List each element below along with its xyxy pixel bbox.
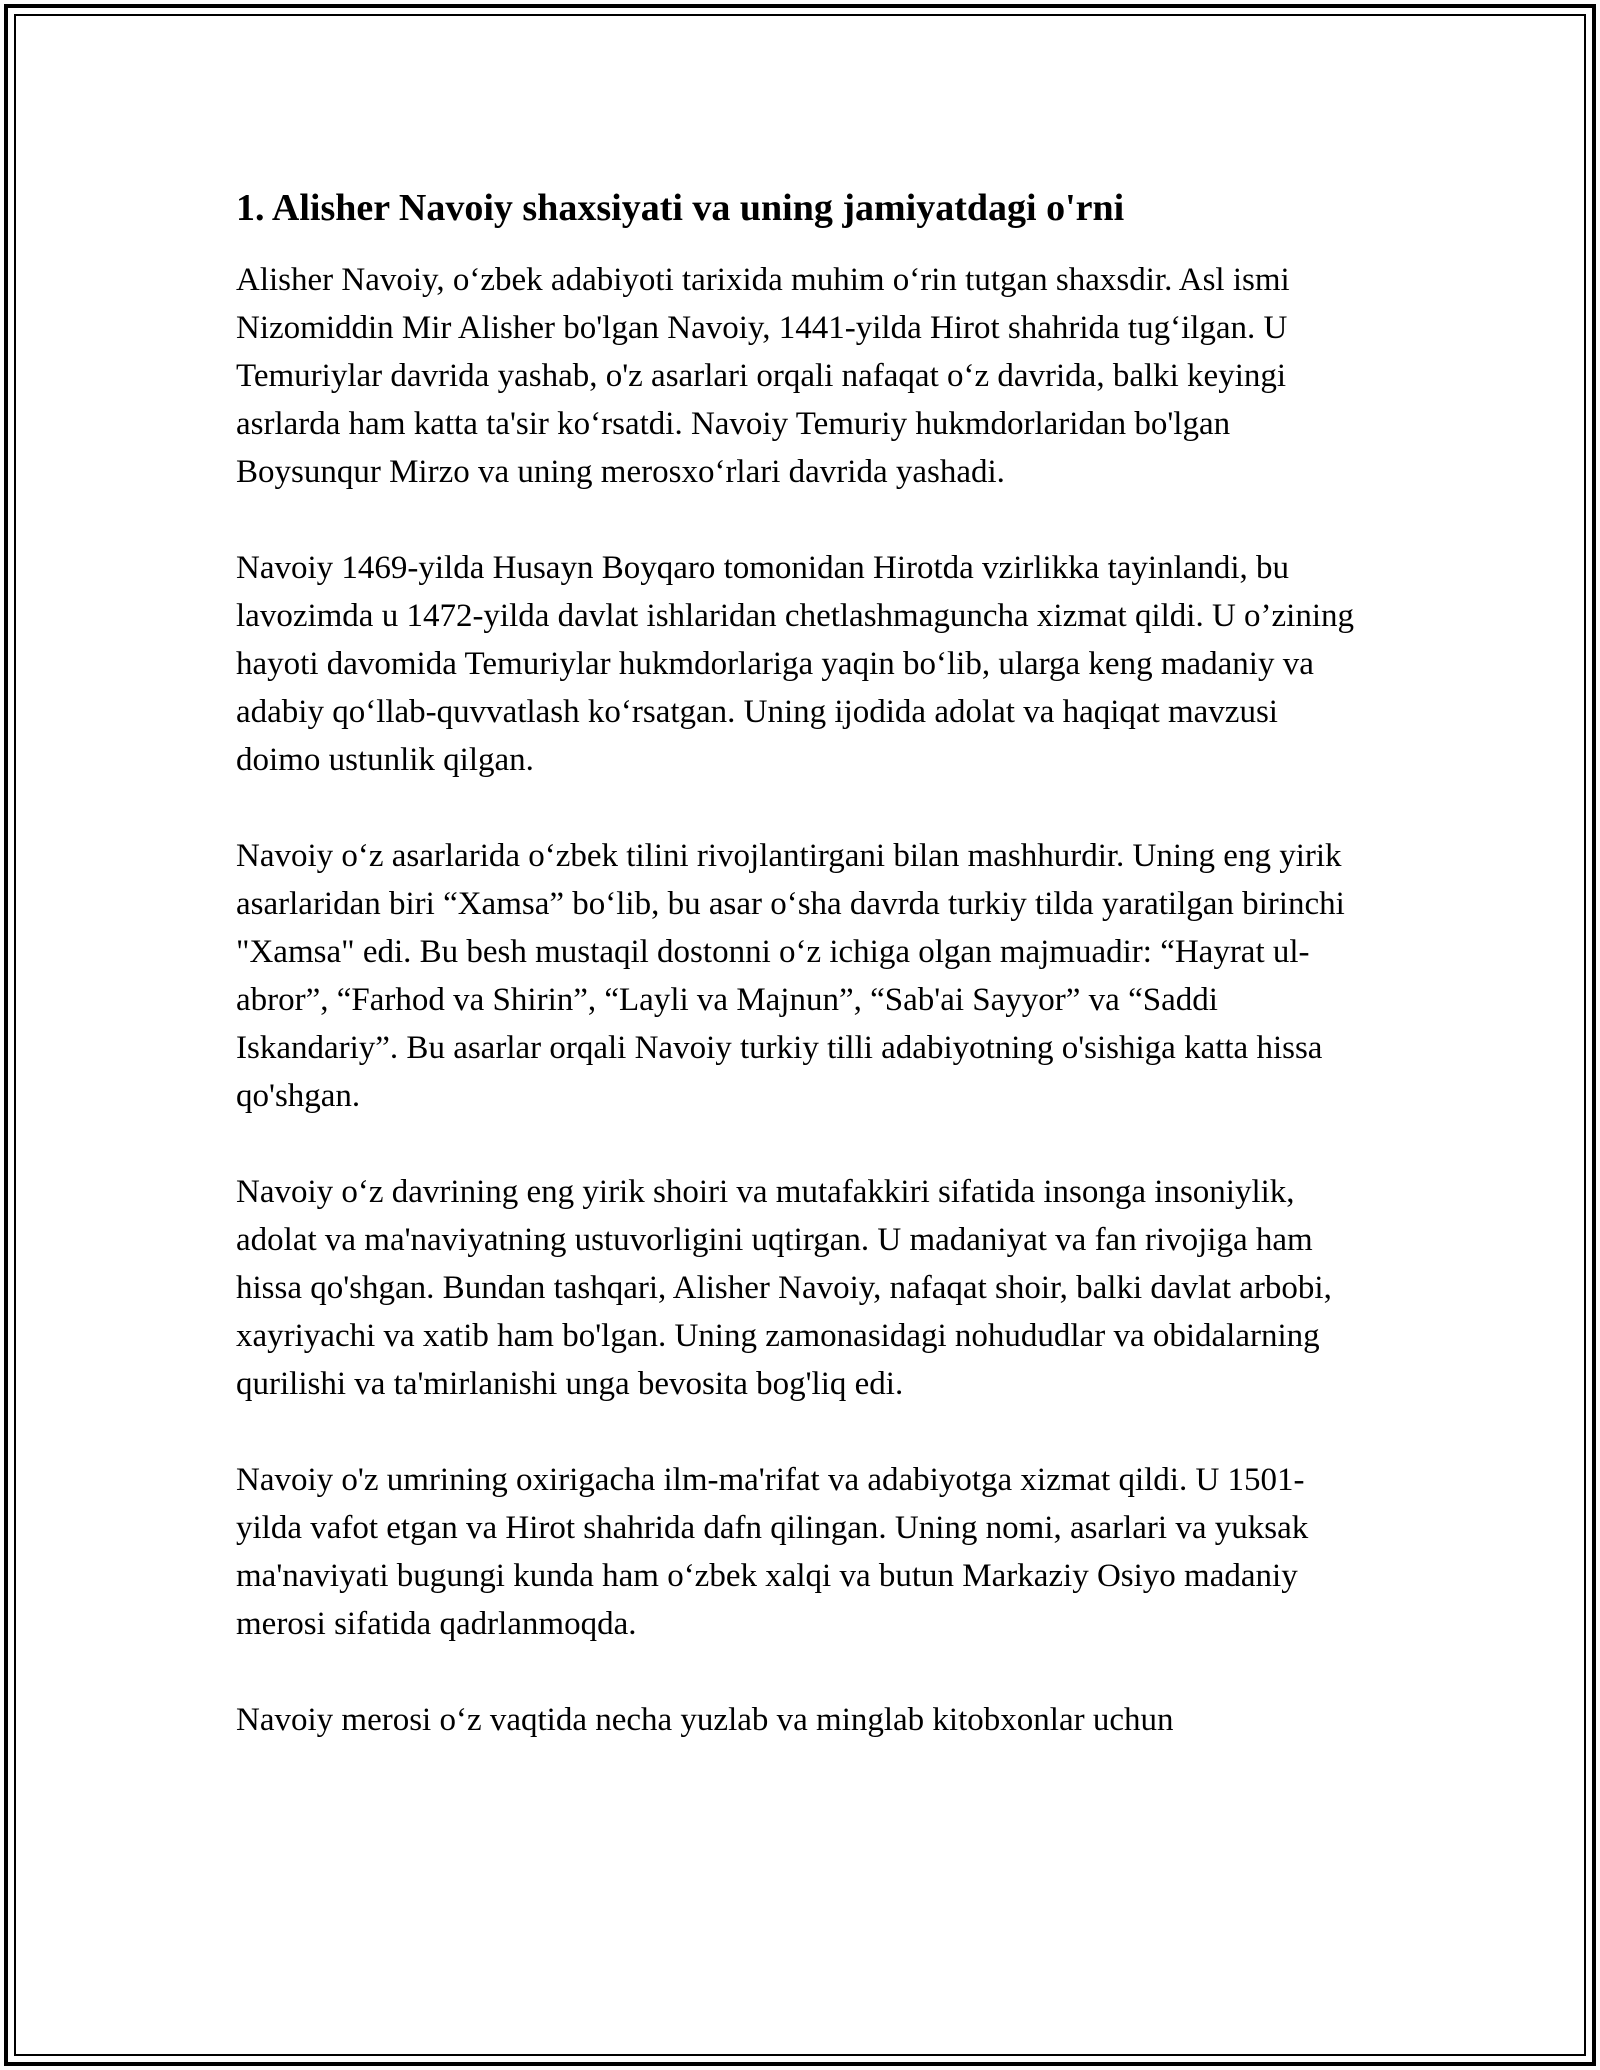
paragraph-3: Navoiy o‘z asarlarida o‘zbek tilini rivojlantirgani bilan mashhurdir. Uning eng yirik asarlaridan biri “Xamsa” bo‘lib, bu asar o‘sha davrda turkiy tilda yaratilgan birinchi "Xamsa" edi. Bu besh mustaqil dostonni o‘z ichiga olgan majmuadir: “Hayrat ul-abror”, “Farhod va Shirin”, “Layli va Majnun”, “Sab'ai Sayyor” va “Saddi Iskandariy”. Bu asarlar orqali Navoiy turkiy tilli adabiyotning o'sishiga katta hissa qo'shgan. [236,837,1345,1114]
paragraph-6: Navoiy merosi o‘z vaqtida necha yuzlab va minglab kitobxonlar uchun [236,1701,1174,1738]
paragraph-2: Navoiy 1469-yilda Husayn Boyqaro tomonidan Hirotda vzirlikka tayinlandi, bu lavozimda u 1472-yilda davlat ishlaridan chetlashmaguncha xizmat qildi. U o’zining hayoti davomida Temuriylar hukmdorlariga yaqin bo‘lib, ularga keng madaniy va adabiy qo‘llab-quvvatlash ko‘rsatgan. Uning ijodida adolat va haqiqat mavzusi doimo ustunlik qilgan. [236,549,1355,778]
paragraph-5: Navoiy o'z umrining oxirigacha ilm-ma'rifat va adabiyotga xizmat qildi. U 1501-yilda vafot etgan va Hirot shahrida dafn qilingan. Uning nomi, asarlari va yuksak ma'naviyati bugungi kunda ham o‘zbek xalqi va butun Markaziy Osiyo madaniy merosi sifatida qadrlanmoqda. [236,1461,1309,1642]
paragraph-1: Alisher Navoiy, o‘zbek adabiyoti tarixida muhim o‘rin tutgan shaxsdir. Asl ismi Nizomiddin Mir Alisher bo'lgan Navoiy, 1441-yilda Hirot shahrida tug‘ilgan. U Temuriylar davrida yashab, o'z asarlari orqali nafaqat o‘z davrida, balki keyingi asrlarda ham katta ta'sir ko‘rsatdi. Navoiy Temuriy hukmdorlaridan bo'lgan Boysunqur Mirzo va uning merosxo‘rlari davrida yashadi. [236,261,1290,490]
paragraph-4: Navoiy o‘z davrining eng yirik shoiri va mutafakkiri sifatida insonga insoniylik, adolat va ma'naviyatning ustuvorligini uqtirgan. U madaniyat va fan rivojiga ham hissa qo'shgan. Bundan tashqari, Alisher Navoiy, nafaqat shoir, balki davlat arbobi, xayriyachi va xatib ham bo'lgan. Uning zamonasidagi nohududlar va obidalarning qurilishi va ta'mirlanishi unga bevosita bog'liq edi. [236,1173,1332,1402]
document-content [236,186,1366,1792]
section-heading: 1. Alisher Navoiy shaxsiyati va uning jamiyatdagi o'rni [236,187,1125,229]
